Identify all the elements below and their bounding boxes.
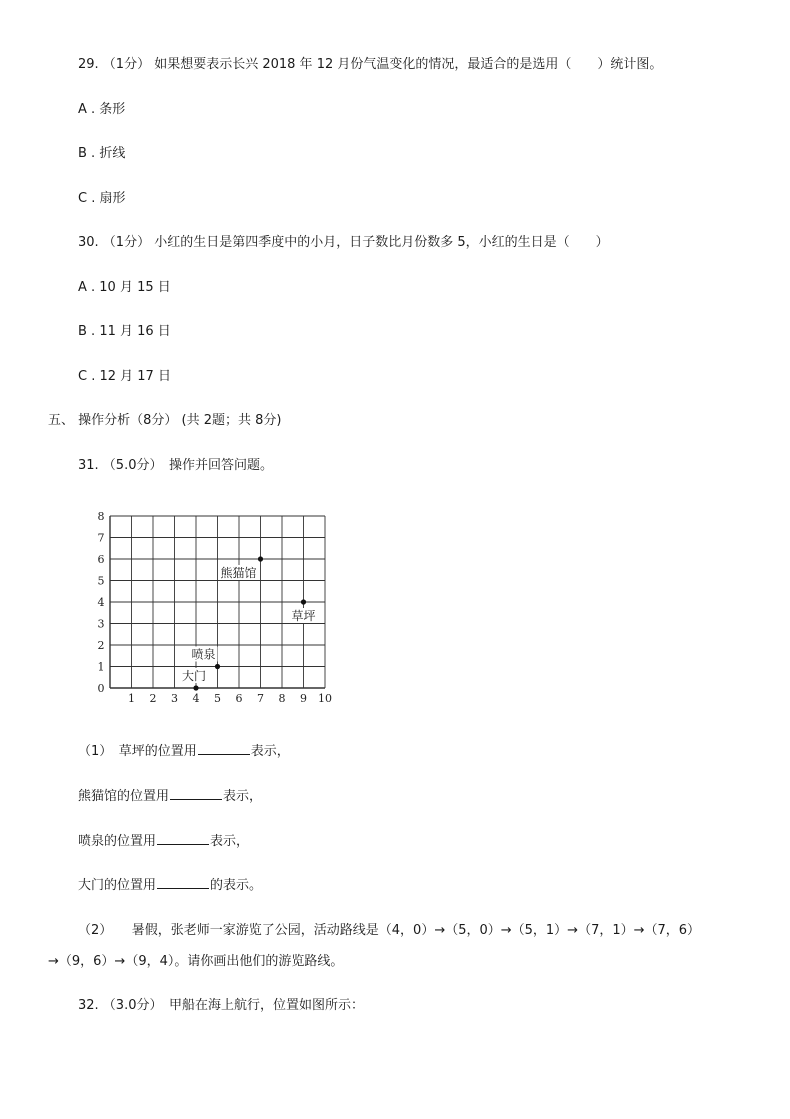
q29-option-b: B . 折线 <box>78 146 126 161</box>
q31-part1-line <box>78 742 290 761</box>
x-tick-label: 2 <box>149 692 157 705</box>
fill-suffix-panda: 表示， <box>223 789 263 804</box>
y-tick-label: 1 <box>97 660 105 674</box>
x-tick-label: 4 <box>192 692 200 705</box>
q29-stem: 29. （1分） 如果想要表示长兴 2018 年 12 月份气温变化的情况，最适合的是选用（ ）统计图。 <box>78 57 663 72</box>
fill-prefix-panda: 熊猫馆的位置用 <box>78 789 170 804</box>
y-tick-label: 5 <box>97 574 105 588</box>
point-label: 喷泉 <box>191 647 216 662</box>
q31-part2-line2: →（9，6）→（9，4）。请你画出他们的游览路线。 <box>48 954 344 969</box>
q30-option-b: B . 11 月 16 日 <box>78 324 171 339</box>
point-marker <box>258 556 263 561</box>
q30-option-c: C . 12 月 17 日 <box>78 369 171 384</box>
x-tick-label: 7 <box>257 692 264 705</box>
point-marker <box>301 599 306 604</box>
y-tick-label: 3 <box>97 617 105 631</box>
point-label: 大门 <box>182 669 207 683</box>
q30-option-a: A . 10 月 15 日 <box>78 280 171 295</box>
point-marker <box>215 664 220 669</box>
answer-blank-panda[interactable] <box>170 787 222 800</box>
q31-part1-suffix: 表示， <box>250 744 290 759</box>
q31-part2-line1: （2） 暑假，张老师一家游览了公园，活动路线是（4，0）→（5，0）→（5，1）→（7，1）→（7，6） <box>78 923 701 938</box>
q30-stem: 30. （1分） 小红的生日是第四季度中的小月，日子数比月份数多 5，小红的生日是（ ） <box>78 235 609 250</box>
y-tick-label: 4 <box>97 596 105 609</box>
x-tick-label: 6 <box>235 692 243 705</box>
x-tick-label: 1 <box>128 692 135 705</box>
q31-fill-line-panda <box>78 787 262 806</box>
x-tick-label: 3 <box>171 692 178 705</box>
y-tick-label: 6 <box>97 553 105 566</box>
fill-prefix-fountain: 喷泉的位置用 <box>78 834 157 849</box>
coordinate-grid <box>78 508 338 710</box>
q31-fill-line-gate <box>78 876 262 895</box>
point-marker <box>193 685 198 690</box>
fill-suffix-fountain: 表示， <box>210 834 250 849</box>
fill-prefix-gate: 大门的位置用 <box>78 878 157 893</box>
answer-blank-fountain[interactable] <box>157 832 209 845</box>
section-title: 五、 操作分析（8分） (共 2题；共 8分) <box>48 413 282 428</box>
q31-fill-line-fountain <box>78 832 249 851</box>
y-tick-label: 0 <box>97 682 105 695</box>
point-label: 草坪 <box>291 609 316 623</box>
x-tick-label: 10 <box>318 692 332 705</box>
y-tick-label: 2 <box>97 639 105 652</box>
y-tick-label: 7 <box>97 531 105 545</box>
answer-blank-lawn[interactable] <box>198 742 250 755</box>
q29-option-c: C . 扇形 <box>78 191 126 206</box>
q32-stem: 32. （3.0分） 甲船在海上航行，位置如图所示： <box>78 998 364 1013</box>
x-tick-label: 9 <box>300 692 307 705</box>
coordinate-grid-figure <box>78 508 338 710</box>
x-tick-label: 5 <box>214 692 221 705</box>
q31-part1-prefix: （1） 草坪的位置用 <box>78 744 197 759</box>
y-tick-label: 8 <box>97 510 105 523</box>
answer-blank-gate[interactable] <box>157 876 209 889</box>
point-label: 熊猫馆 <box>220 566 257 580</box>
q29-option-a: A . 条形 <box>78 102 126 117</box>
fill-suffix-gate: 的表示。 <box>210 878 263 893</box>
q31-stem: 31. （5.0分） 操作并回答问题。 <box>78 458 273 473</box>
x-tick-label: 8 <box>278 692 286 705</box>
